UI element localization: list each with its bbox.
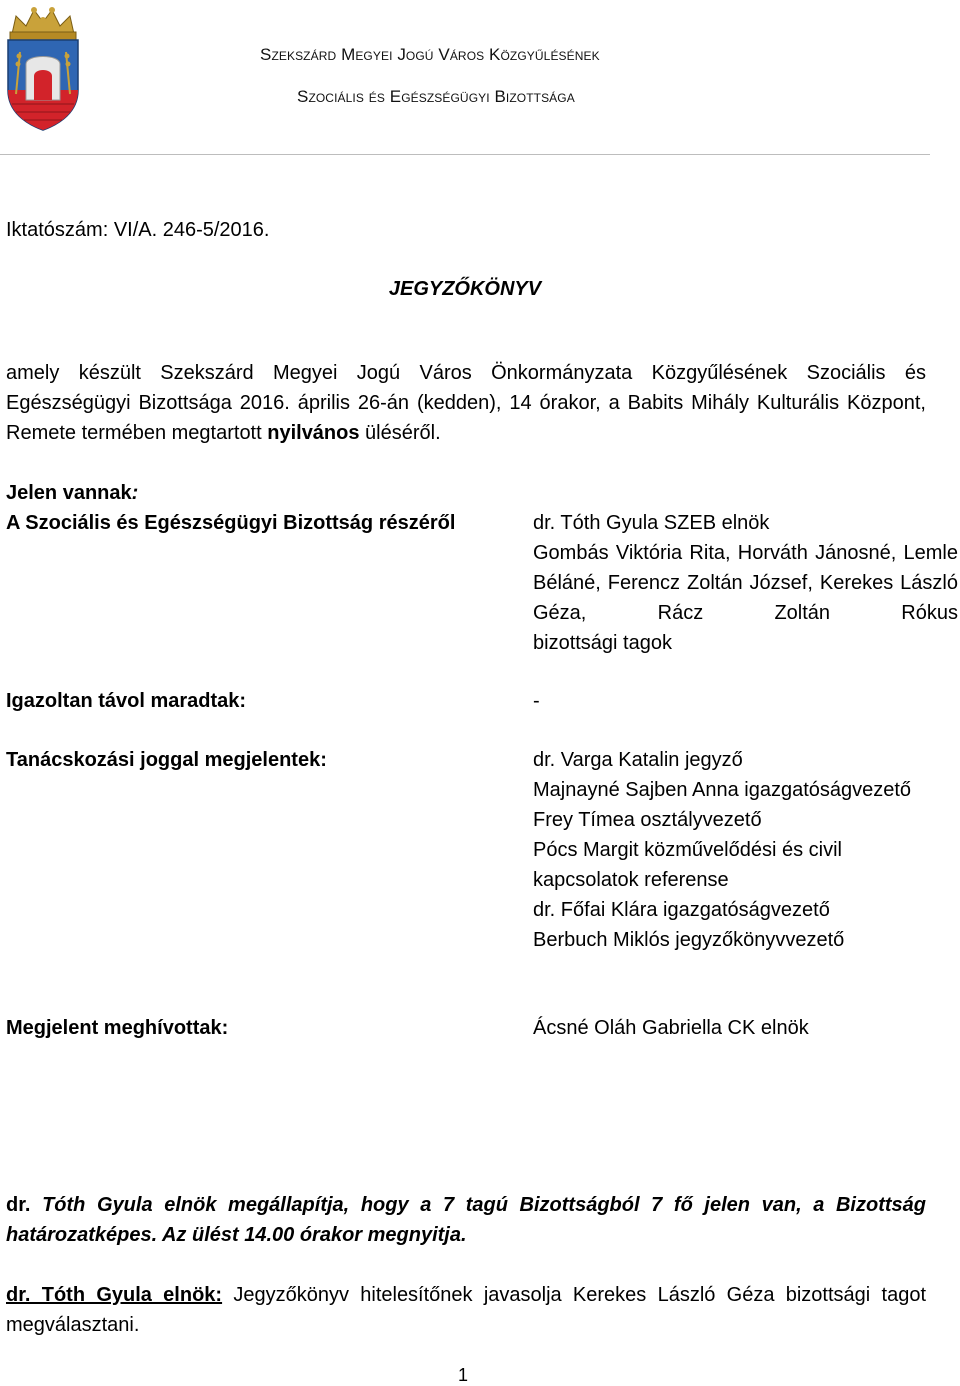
present-colon: : [131, 482, 139, 504]
present-label: Jelen vannak [6, 482, 132, 504]
invited-label: Megjelent meghívottak: [6, 1017, 229, 1039]
absent-value: - [533, 690, 540, 712]
absent-label: Igazoltan távol maradtak: [6, 690, 247, 712]
header-organization [260, 45, 600, 65]
advisory-label: Tanácskozási joggal megjelentek: [6, 749, 327, 771]
list-item: Pócs Margit közművelődési és civil kapcsolatok referense [533, 839, 842, 891]
invited-value: Ácsné Oláh Gabriella CK elnök [533, 1017, 809, 1039]
list-item: Majnayné Sajben Anna igazgatóságvezető [533, 779, 912, 801]
intro-text: amely készült Szekszárd Megyei Jogú Város Önkormányzata Közgyűlésének Szociális és Egészségügyi Bizottsága 2016. április 26-án (kedden), 14 órakor, a Babits Mihály Kulturális Központ, Remete termében megtartott [6, 362, 926, 444]
authenticator-text: Jegyzőkönyv hitelesítőnek javasolja Kerekes László Géza bizottsági tagot megválasztani. [6, 1284, 926, 1336]
advisory-list [533, 745, 958, 955]
list-item: Frey Tímea osztályvezető [533, 809, 762, 831]
committee-members-role: bizottsági tagok [533, 632, 672, 654]
committee-chair: dr. Tóth Gyula SZEB elnök [533, 512, 770, 534]
authenticator-paragraph [6, 1280, 926, 1340]
list-item: Berbuch Miklós jegyzőkönyvvezető [533, 929, 845, 951]
header-line2: Szociális és Egészségügyi Bizottsága [297, 87, 575, 106]
committee-list [533, 508, 958, 658]
header-committee [297, 87, 575, 107]
committee-members: Gombás Viktória Rita, Horváth Jánosné, Lemle Béláné, Ferencz Zoltán József, Kerekes László Géza, Rácz Zoltán Rókus [533, 542, 958, 624]
committee-label: A Szociális és Egészségügyi Bizottság részéről [6, 512, 456, 534]
list-item: dr. Varga Katalin jegyző [533, 749, 743, 771]
document-title: JEGYZŐKÖNYV [388, 278, 542, 300]
intro-suffix: üléséről. [359, 422, 441, 444]
list-item: dr. Főfai Klára igazgatóságvezető [533, 899, 830, 921]
quorum-paragraph [6, 1190, 926, 1250]
speaker-label: dr. Tóth Gyula elnök: [6, 1284, 223, 1306]
reference-number: Iktatószám: VI/A. 246-5/2016. [6, 219, 270, 241]
page-number: 1 [458, 1365, 469, 1385]
present-heading [6, 478, 138, 508]
quorum-text: Tóth Gyula elnök megállapítja, hogy a 7 tagú Bizottságból 7 fő jelen van, a Bizottság határozatképes. Az ülést 14.00 órakor megnyitja. [6, 1194, 926, 1246]
city-coat-of-arms-logo [4, 4, 82, 132]
quorum-prefix: dr. [6, 1194, 31, 1216]
intro-paragraph [6, 358, 926, 448]
header-divider [0, 154, 930, 155]
header-line1: Szekszárd Megyei Jogú Város Közgyűlésének [260, 45, 600, 64]
intro-bold: nyilvános [267, 422, 360, 444]
